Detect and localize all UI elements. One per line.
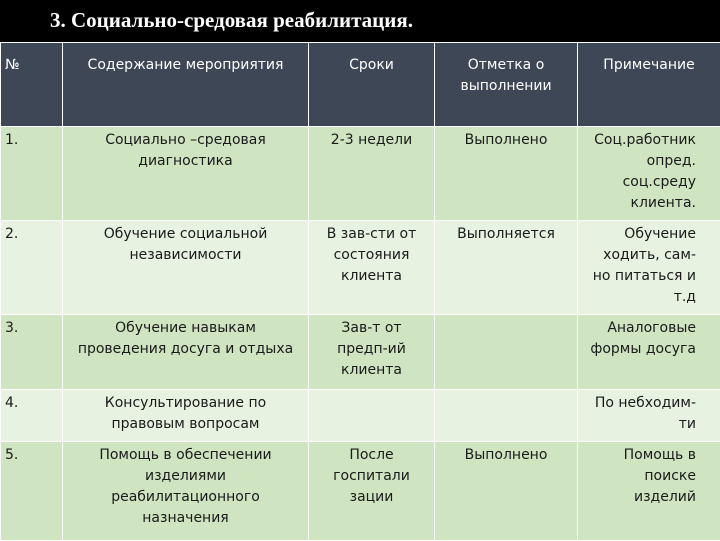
row-note: По небходим-ти <box>578 390 720 442</box>
row-terms: Зав-т от предп-ий клиента <box>309 315 435 390</box>
row-content: Обучение социальной независимости <box>63 221 309 315</box>
row-mark <box>435 315 578 390</box>
row-note: Обучение ходить, сам-но питаться и т.д <box>578 221 720 315</box>
row-number: 2. <box>1 221 63 315</box>
row-number: 3. <box>1 315 63 390</box>
row-number: 5. <box>1 442 63 541</box>
table-row <box>1 390 720 442</box>
page-title: 3. Социально-средовая реабилитация. <box>50 8 413 33</box>
row-terms <box>309 390 435 442</box>
row-content: Помощь в обеспечении изделиями реабилитационного назначения <box>63 442 309 541</box>
header-content: Содержание мероприятия <box>63 43 309 127</box>
row-mark <box>435 390 578 442</box>
row-mark: Выполнено <box>435 442 578 541</box>
row-content: Социально –средовая диагностика <box>63 127 309 221</box>
row-mark: Выполняется <box>435 221 578 315</box>
rehabilitation-table <box>0 42 720 541</box>
row-terms: 2-3 недели <box>309 127 435 221</box>
row-content: Консультирование по правовым вопросам <box>63 390 309 442</box>
header-number: № <box>1 43 63 127</box>
table-row <box>1 221 720 315</box>
row-terms: После госпитали зации <box>309 442 435 541</box>
header-terms: Сроки <box>309 43 435 127</box>
row-terms: В зав-сти от состояния клиента <box>309 221 435 315</box>
header-note: Примечание <box>578 43 720 127</box>
table-row <box>1 315 720 390</box>
row-note: Помощь в поиске изделий <box>578 442 720 541</box>
header-row <box>1 43 720 127</box>
row-number: 1. <box>1 127 63 221</box>
row-mark: Выполнено <box>435 127 578 221</box>
header-mark: Отметка о выполнении <box>435 43 578 127</box>
row-number: 4. <box>1 390 63 442</box>
table-row <box>1 127 720 221</box>
row-note: Соц.работник опред. соц.среду клиента. <box>578 127 720 221</box>
row-note: Аналоговые формы досуга <box>578 315 720 390</box>
row-content: Обучение навыкам проведения досуга и отдыха <box>63 315 309 390</box>
table-row <box>1 442 720 541</box>
